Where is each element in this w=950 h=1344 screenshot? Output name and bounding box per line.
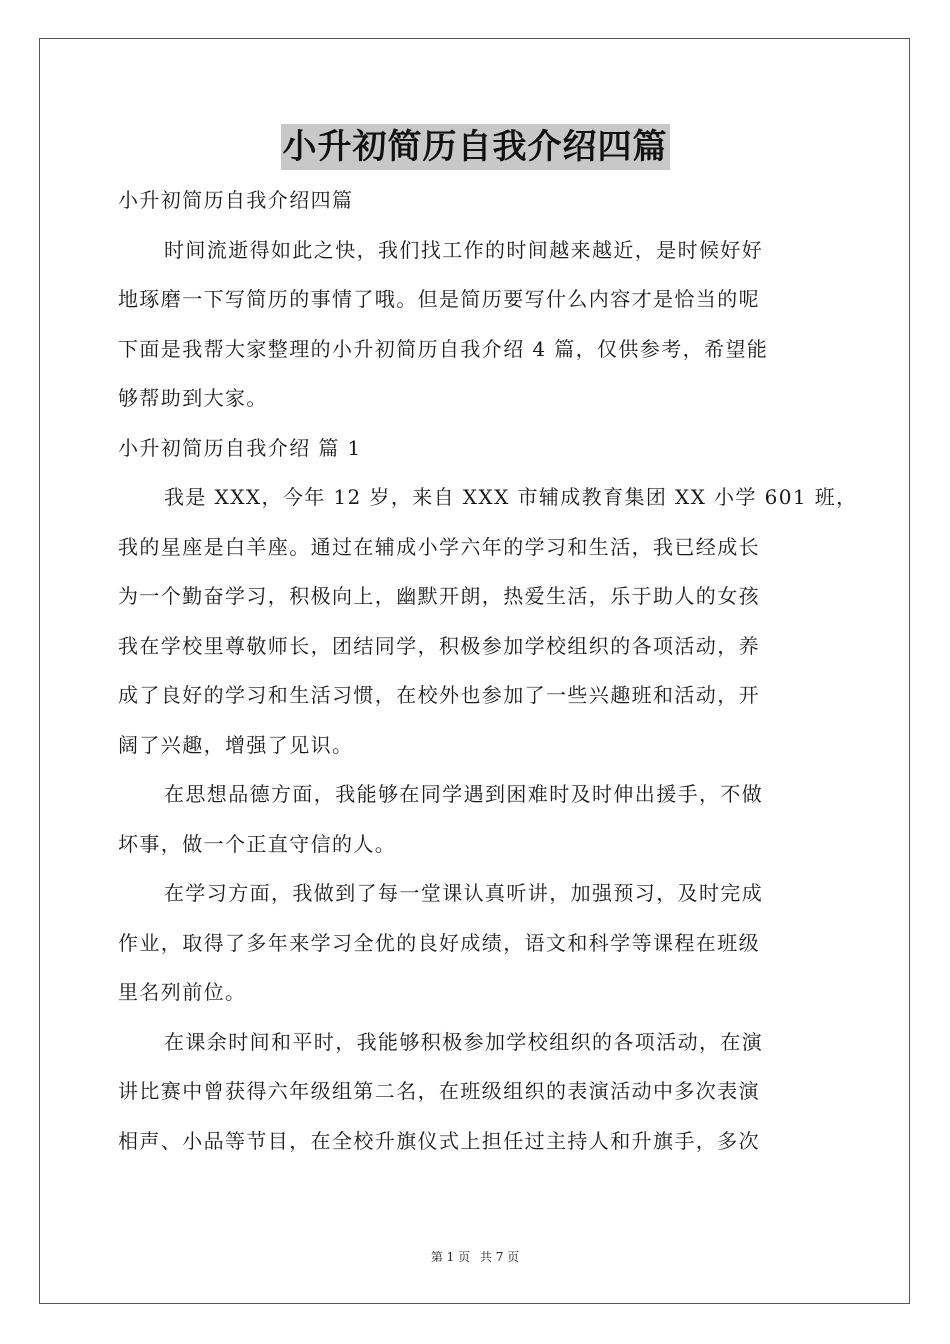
- para4-line-3: 相声、小品等节目，在全校升旗仪式上担任过主持人和升旗手，多次: [118, 1128, 760, 1153]
- intro-line-3: 下面是我帮大家整理的小升初简历自我介绍 4 篇，仅供参考，希望能: [118, 336, 769, 361]
- para4-line-2: 讲比赛中曾获得六年级组第二名，在班级组织的表演活动中多次表演: [118, 1079, 760, 1103]
- para2-line-2: 坏事，做一个正直守信的人。: [118, 831, 397, 856]
- para1-line-1: 我是 XXX，今年 12 岁，来自 XXX 市辅成教育集团 XX 小学 601 班，: [164, 485, 858, 509]
- intro-line-4: 够帮助到大家。: [118, 386, 268, 410]
- page-footer: [0, 1248, 950, 1265]
- section-heading-1: 小升初简历自我介绍 篇 1: [118, 435, 362, 460]
- intro-line-2: 地琢磨一下写简历的事情了哦。但是简历要写什么内容才是恰当的呢: [118, 287, 760, 311]
- title-container: [0, 124, 950, 170]
- para3-line-2: 作业，取得了多年来学习全优的良好成绩，语文和科学等课程在班级: [118, 930, 760, 955]
- document-body: [118, 176, 858, 1166]
- page-total: 共 7 页: [479, 1250, 520, 1264]
- para1-line-3: 为一个勤奋学习，积极向上，幽默开朗，热爱生活，乐于助人的女孩: [118, 584, 760, 608]
- subtitle-line: 小升初简历自我介绍四篇: [118, 188, 354, 212]
- intro-line-1: 时间流逝得如此之快，我们找工作的时间越来越近，是时候好好: [164, 237, 764, 262]
- para2-line-1: 在思想品德方面，我能够在同学遇到困难时及时伸出援手，不做: [164, 782, 764, 806]
- para4-line-1: 在课余时间和平时，我能够积极参加学校组织的各项活动，在演: [164, 1029, 764, 1054]
- para1-line-5: 成了良好的学习和生活习惯，在校外也参加了一些兴趣班和活动，开: [118, 683, 760, 707]
- para1-line-2: 我的星座是白羊座。通过在辅成小学六年的学习和生活，我已经成长: [118, 534, 760, 559]
- document-title: 小升初简历自我介绍四篇: [281, 124, 670, 170]
- para3-line-3: 里名列前位。: [118, 980, 247, 1004]
- page-number: 第 1 页: [430, 1250, 471, 1264]
- para3-line-1: 在学习方面，我做到了每一堂课认真听讲，加强预习，及时完成: [164, 881, 764, 905]
- para1-line-6: 阔了兴趣，增强了见识。: [118, 732, 354, 757]
- para1-line-4: 我在学校里尊敬师长，团结同学，积极参加学校组织的各项活动，养: [118, 633, 760, 658]
